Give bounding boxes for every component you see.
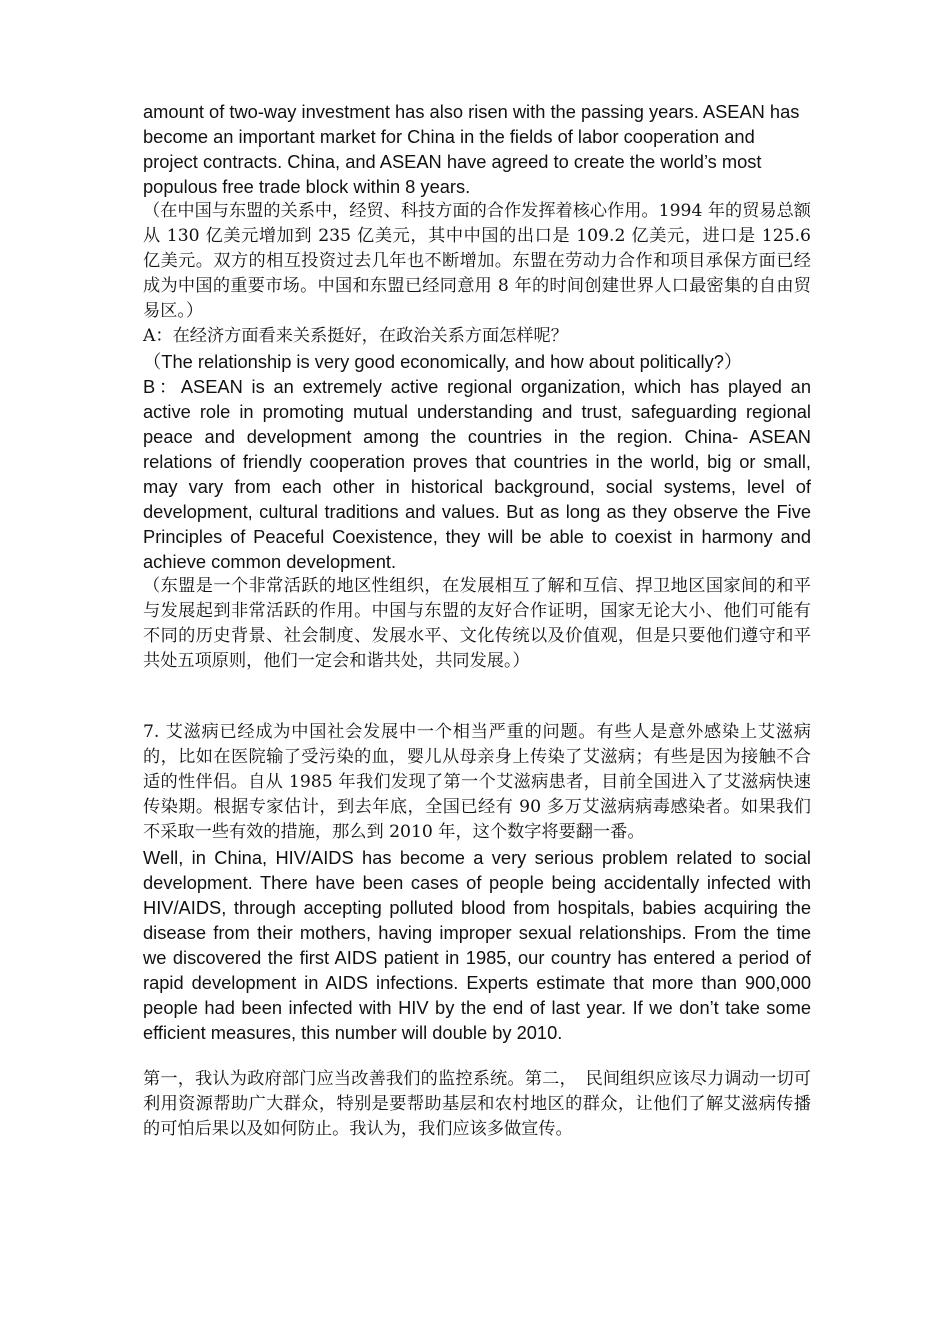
answer-b-chinese: （东盟是一个非常活跃的地区性组织，在发展相互了解和互信、捍卫地区国家间的和平与发展起到非常活跃的作用。中国与东盟的友好合作证明，国家无论大小、他们可能有不同的历史背景、社会制度、发展水平、文化传统以及价值观，但是只要他们遵守和平共处五项原则，他们一定会和谐共处，共同发展。） (143, 576, 811, 671)
question-a-chinese: A：在经济方面看来关系挺好，在政治关系方面怎样呢？ (143, 326, 568, 346)
intro-chinese-paragraph: （在中国与东盟的关系中，经贸、科技方面的合作发挥着核心作用。1994 年的贸易总额从 130 亿美元增加到 235 亿美元，其中中国的出口是 109.2 亿美元，进口是 125.6 亿美元。双方的相互投资过去几年也不断增加。东盟在劳动力合作和项目承保方面已经成为中国的重要市场。中国和东盟已经同意用 8 年的时间创建世界人口最密集的自由贸易区。） (143, 201, 811, 321)
question-7-english-translation: Well, in China, HIV/AIDS has become a very serious problem related to social development. There have been cases of people being accidentally infected with HIV/AIDS, through accepting polluted blood from hospitals, babies acquiring the disease from their mothers, having improper sexual relationships. From the time we discovered the first AIDS patient in 1985, our country has entered a period of rapid development in AIDS infections. Experts estimate that more than 900,000 people had been infected with HIV by the end of last year. If we don’t take some efficient measures, this number will double by 2010. (143, 847, 811, 1043)
question-a-english: （The relationship is very good economically, and how about politically?） (143, 351, 743, 372)
paragraph-spacer (143, 1045, 811, 1067)
question-7-chinese: 7. 艾滋病已经成为中国社会发展中一个相当严重的问题。有些人是意外感染上艾滋病的，比如在医院输了受污染的血，婴儿从母亲身上传染了艾滋病；有些是因为接触不合适的性伴侣。自从 1985 年我们发现了第一个艾滋病患者，目前全国进入了艾滋病快速传染期。根据专家估计，到去年底，全国已经有 90 多万艾滋病病毒感染者。如果我们不采取一些有效的措施，那么到 2010 年，这个数字将要翻一番。 (143, 722, 811, 842)
section-spacer (143, 674, 811, 720)
answer-b-english: B：ASEAN is an extremely active regional organization, which has played an active role in promoting mutual understanding and trust, safeguarding regional peace and development among the countries in the region. China- ASEAN relations of friendly cooperation proves that countries in the world, big or small, may vary from each other in historical background, social systems, level of development, cultural traditions and values. But as long as they observe the Five Principles of Peaceful Coexistence, they will be able to coexist in harmony and achieve common development. (143, 376, 811, 572)
intro-english-paragraph: amount of two-way investment has also risen with the passing years. ASEAN has become an important market for China in the fields of labor cooperation and project contracts. China, and ASEAN have agreed to create the world’s most populous free trade block within 8 years. (143, 101, 800, 197)
page-content (143, 99, 811, 1142)
suggestion-chinese-paragraph: 第一，我认为政府部门应当改善我们的监控系统。第二， 民间组织应该尽力调动一切可利用资源帮助广大群众，特别是要帮助基层和农村地区的群众，让他们了解艾滋病传播的可怕后果以及如何防止。我认为，我们应该多做宣传。 (143, 1069, 811, 1139)
